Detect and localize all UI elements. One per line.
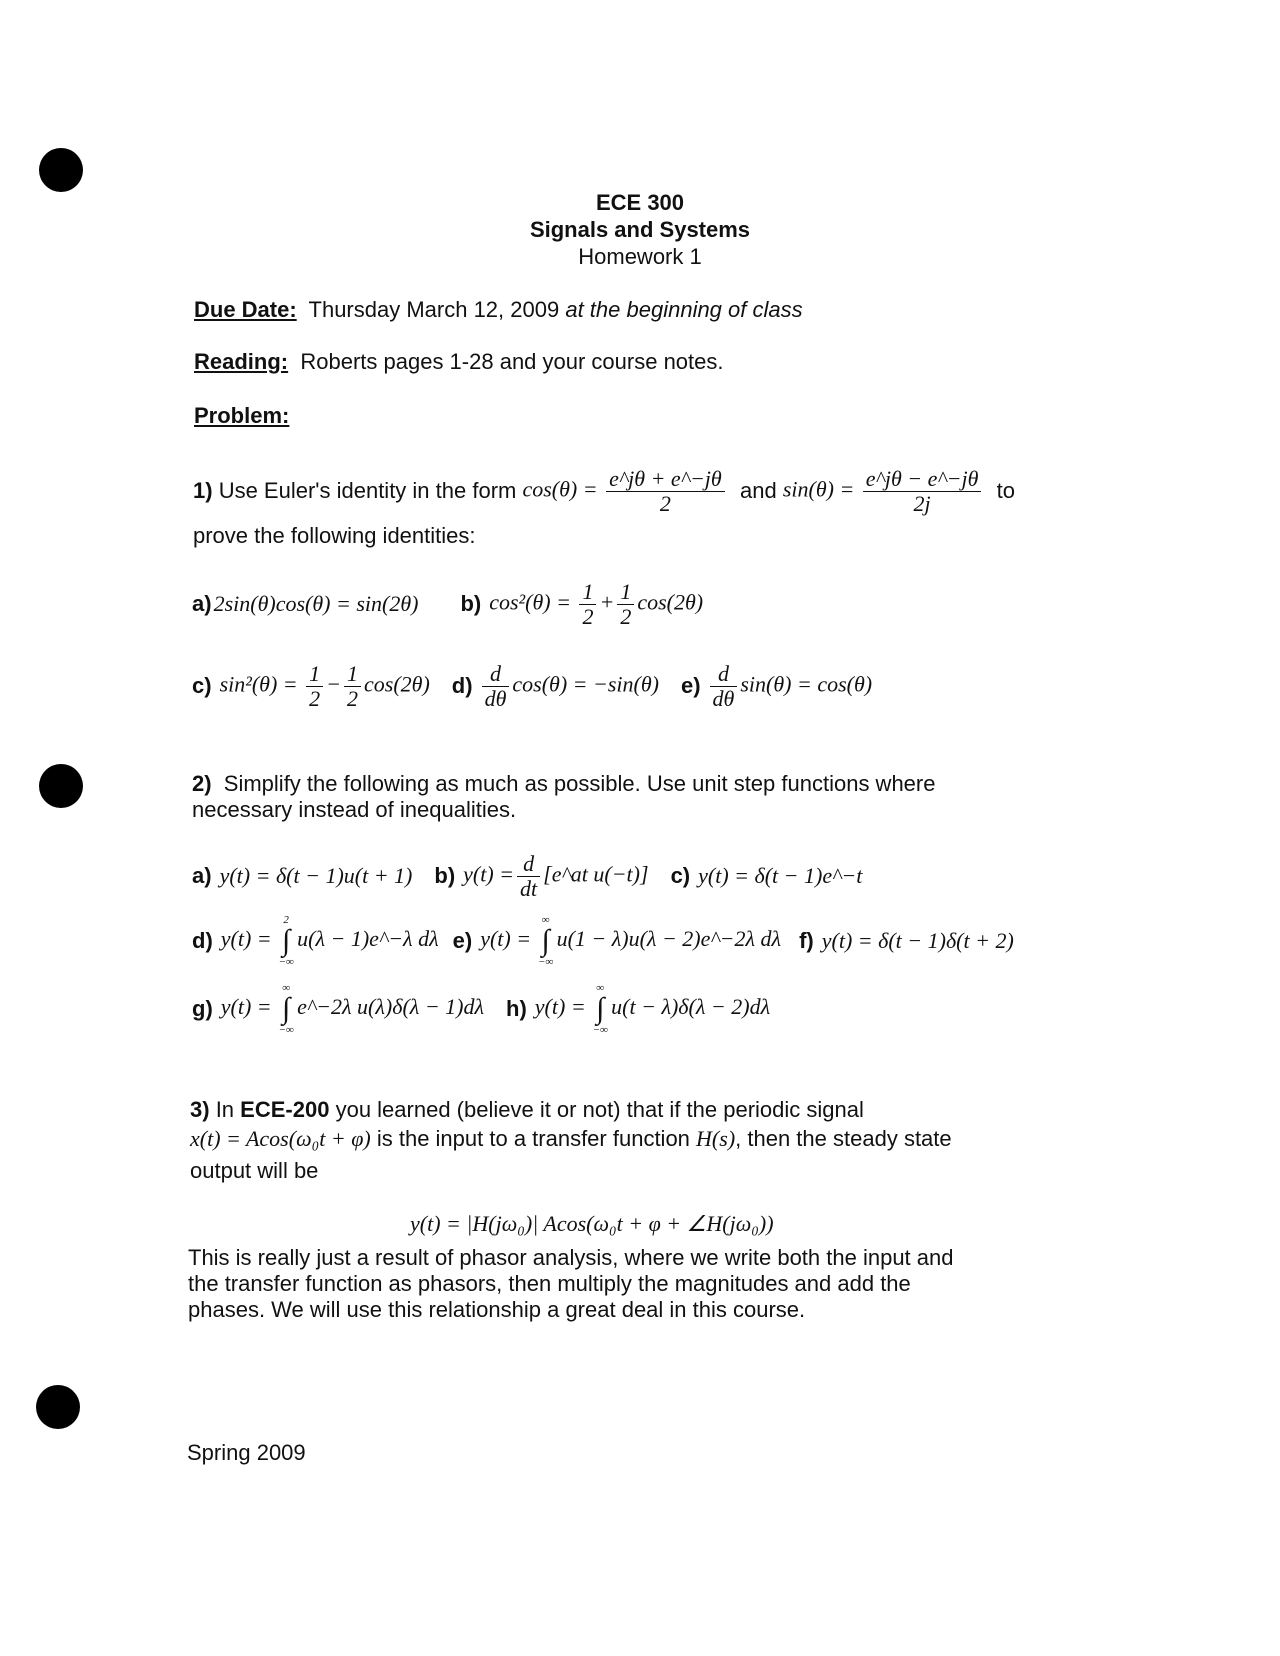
p2-e-upper: ∞ xyxy=(541,914,550,926)
punch-hole-middle xyxy=(39,764,83,808)
p2-number: 2) xyxy=(192,771,212,796)
integral-sign: ∫ xyxy=(541,924,550,957)
p1-number: 1) xyxy=(193,478,213,503)
euler-sin-den: 2j xyxy=(913,490,931,516)
euler-sin-num: e^jθ − e^−jθ xyxy=(863,467,982,492)
identity-d-rhs: cos(θ) = −sin(θ) xyxy=(512,671,659,697)
p3-equation: y(t) = |H(jω₀)| Acos(ω₀t + φ + ∠H(jω₀)) xyxy=(410,1211,774,1236)
p2-f-rhs: δ(t − 1)δ(t + 2) xyxy=(878,928,1014,953)
course-subtitle: Signals and Systems xyxy=(529,217,751,242)
euler-cos-frac xyxy=(606,467,725,516)
p1-label-d: d) xyxy=(451,673,473,698)
p2-label-d: d) xyxy=(192,928,213,953)
identity-d xyxy=(479,662,659,711)
p2-g-lower: −∞ xyxy=(278,1024,294,1036)
p1-and: and xyxy=(739,478,777,503)
p2-e-lower: −∞ xyxy=(537,956,554,968)
p1-label-b: b) xyxy=(460,591,482,616)
identity-b-lhs: cos²(θ) = xyxy=(489,589,571,615)
p2-expr-h xyxy=(535,982,770,1036)
p2-expr-g xyxy=(221,982,484,1036)
integral-sign: ∫ xyxy=(282,992,291,1025)
p2-label-a: a) xyxy=(192,863,212,888)
p2-text-line2: necessary instead of inequalities. xyxy=(192,797,517,822)
p2-h-integral xyxy=(591,982,609,1036)
p3-body1: This is really just a result of phasor analysis, where we write both the input and xyxy=(188,1245,954,1270)
due-date-line xyxy=(194,296,803,324)
p3-t4: , then the steady state xyxy=(735,1126,952,1151)
p1-continuation: prove the following identities: xyxy=(193,523,476,548)
p2-d-body: u(λ − 1)e^−λ dλ xyxy=(297,926,439,952)
b-frac1-num: 1 xyxy=(579,580,596,605)
p1-label-a: a) xyxy=(192,591,212,616)
assignment-title: Homework 1 xyxy=(578,244,702,269)
p2-label-h: h) xyxy=(506,996,527,1021)
c-frac1-den: 2 xyxy=(309,685,321,711)
p3-body2: the transfer function as phasors, then multiply the magnitudes and add the xyxy=(188,1271,911,1296)
identity-b-frac1 xyxy=(579,580,596,629)
p1-to: to xyxy=(996,478,1016,503)
p3-line3: output will be xyxy=(190,1158,319,1183)
p2-expr-c xyxy=(698,863,862,889)
identity-b: cos²(θ) = $\frac{1}{2}$ + $\frac{1}{2}$ cos(2θ) xyxy=(489,578,704,629)
p2-g-upper: ∞ xyxy=(282,982,291,994)
p2-label-b: b) xyxy=(434,863,456,888)
p2-b-deriv-num: d xyxy=(517,852,540,877)
p1-intro-line xyxy=(193,456,1015,526)
p2-e-integral xyxy=(537,914,555,968)
identity-e xyxy=(707,662,873,711)
course-code: ECE 300 xyxy=(595,190,685,215)
p2-label-g: g) xyxy=(192,996,213,1021)
p2-h-body: u(t − λ)δ(λ − 2)dλ xyxy=(611,994,771,1020)
p3-number: 3) xyxy=(190,1097,210,1122)
p2-h-upper: ∞ xyxy=(596,982,605,994)
d-deriv-den: dθ xyxy=(484,685,507,711)
p2-g-integral xyxy=(277,982,295,1036)
punch-hole-bottom xyxy=(36,1385,80,1429)
p2-row-abc xyxy=(192,848,862,904)
p2-label-e: e) xyxy=(452,928,473,953)
due-date-label: Due Date: xyxy=(194,297,297,322)
p2-b-deriv-den: dt xyxy=(520,875,538,901)
p3-body3: phases. We will use this relationship a great deal in this course. xyxy=(188,1297,806,1322)
p2-b-deriv xyxy=(517,852,540,901)
p2-c-rhs: δ(t − 1)e^−t xyxy=(754,863,863,888)
c-frac2-den: 2 xyxy=(347,685,358,711)
p3-hs: H(s) xyxy=(696,1126,736,1151)
p3-t2: you learned (believe it or not) that if the periodic signal xyxy=(335,1097,864,1122)
reading-line xyxy=(194,348,724,376)
p2-text1: Simplify the following as much as possible. Use unit step functions where xyxy=(223,771,936,796)
p2-expr-f xyxy=(822,928,1014,954)
reading-label: Reading: xyxy=(194,349,289,374)
p2-row-gh xyxy=(192,976,770,1042)
p2-g-lhs: y(t) = xyxy=(220,994,272,1020)
p2-label-c: c) xyxy=(670,863,691,888)
p2-b-body: [e^at u(−t)] xyxy=(543,861,649,887)
p2-d-lhs: y(t) = xyxy=(220,926,272,952)
p2-expr-b xyxy=(463,852,648,901)
e-deriv-num: d xyxy=(710,662,738,687)
euler-sin xyxy=(783,467,985,516)
p3-signal: x(t) = Acos(ω₀t + φ) xyxy=(190,1126,371,1151)
p2-expr-a xyxy=(220,863,413,889)
p2-e-body: u(1 − λ)u(λ − 2)e^−2λ dλ xyxy=(556,926,782,952)
euler-sin-frac xyxy=(863,467,982,516)
p2-e-lhs: y(t) = xyxy=(480,926,532,952)
p3-line2 xyxy=(190,1125,952,1153)
identity-a: 2sin(θ)cos(θ) = sin(2θ) xyxy=(213,591,419,616)
p2-a-lhs: y(t) = xyxy=(219,863,271,888)
identity-e-rhs: sin(θ) = cos(θ) xyxy=(740,671,873,697)
p2-f-lhs: y(t) = xyxy=(821,928,873,953)
identity-d-deriv xyxy=(482,662,510,711)
b-frac1-den: 2 xyxy=(582,603,594,629)
problem-label: Problem: xyxy=(194,403,290,428)
p2-label-f: f) xyxy=(799,928,814,953)
footer-term: Spring 2009 xyxy=(187,1440,306,1465)
p1-row-ab xyxy=(192,576,703,632)
p2-row-def xyxy=(192,908,1014,974)
p3-line1 xyxy=(190,1096,864,1124)
euler-cos-lhs: cos(θ) = xyxy=(522,476,598,502)
p2-d-upper: 2 xyxy=(283,914,289,926)
punch-hole-top xyxy=(39,148,83,192)
p2-d-integral xyxy=(277,914,295,968)
p2-d-lower: −∞ xyxy=(278,956,294,968)
c-frac1-num: 1 xyxy=(306,662,323,687)
euler-cos xyxy=(522,467,727,516)
p2-h-lhs: y(t) = xyxy=(534,994,586,1020)
p2-a-rhs: δ(t − 1)u(t + 1) xyxy=(275,863,413,888)
identity-b-rhs: cos(2θ) xyxy=(637,589,704,615)
p3-course-ref: ECE-200 xyxy=(240,1097,330,1122)
euler-sin-lhs: sin(θ) = xyxy=(782,476,855,502)
identity-c-frac2 xyxy=(344,662,361,711)
p2-c-lhs: y(t) = xyxy=(698,863,749,888)
p2-b-lhs: y(t) = xyxy=(463,861,515,887)
p3-t3: is the input to a transfer function xyxy=(376,1126,690,1151)
b-frac2-den: 2 xyxy=(620,603,632,629)
identity-c-lhs: sin²(θ) = xyxy=(219,671,298,697)
due-date-value: Thursday March 12, 2009 xyxy=(308,297,560,322)
identity-c-rhs: cos(2θ) xyxy=(364,671,430,697)
c-frac2-num: 1 xyxy=(344,662,361,687)
p1-label-e: e) xyxy=(680,673,701,698)
euler-cos-num: e^jθ + e^−jθ xyxy=(606,467,725,492)
p1-intro: Use Euler's identity in the form xyxy=(218,478,517,503)
p1-label-c: c) xyxy=(192,673,212,698)
p2-expr-d xyxy=(221,914,439,968)
p1-row-cde xyxy=(192,658,872,714)
b-frac2-num: 1 xyxy=(617,580,634,605)
integral-sign: ∫ xyxy=(282,924,291,957)
identity-e-deriv xyxy=(710,662,738,711)
due-date-note: at the beginning of class xyxy=(565,297,803,322)
reading-text: Roberts pages 1-28 and your course notes. xyxy=(300,349,724,374)
identity-c-frac1 xyxy=(306,662,323,711)
euler-cos-den: 2 xyxy=(659,490,671,516)
identity-b-frac2 xyxy=(617,580,634,629)
integral-sign: ∫ xyxy=(596,992,605,1025)
p2-g-body: e^−2λ u(λ)δ(λ − 1)dλ xyxy=(297,994,485,1020)
p3-t1: In xyxy=(215,1097,235,1122)
identity-c: sin²(θ) = $\frac{1}{2}$ − $\frac{1}{2}$ cos(2θ) xyxy=(219,660,430,711)
d-deriv-num: d xyxy=(482,662,510,687)
p2-expr-e xyxy=(480,914,781,968)
e-deriv-den: dθ xyxy=(712,685,735,711)
p2-text-line1 xyxy=(192,770,935,798)
p2-h-lower: −∞ xyxy=(592,1024,608,1036)
